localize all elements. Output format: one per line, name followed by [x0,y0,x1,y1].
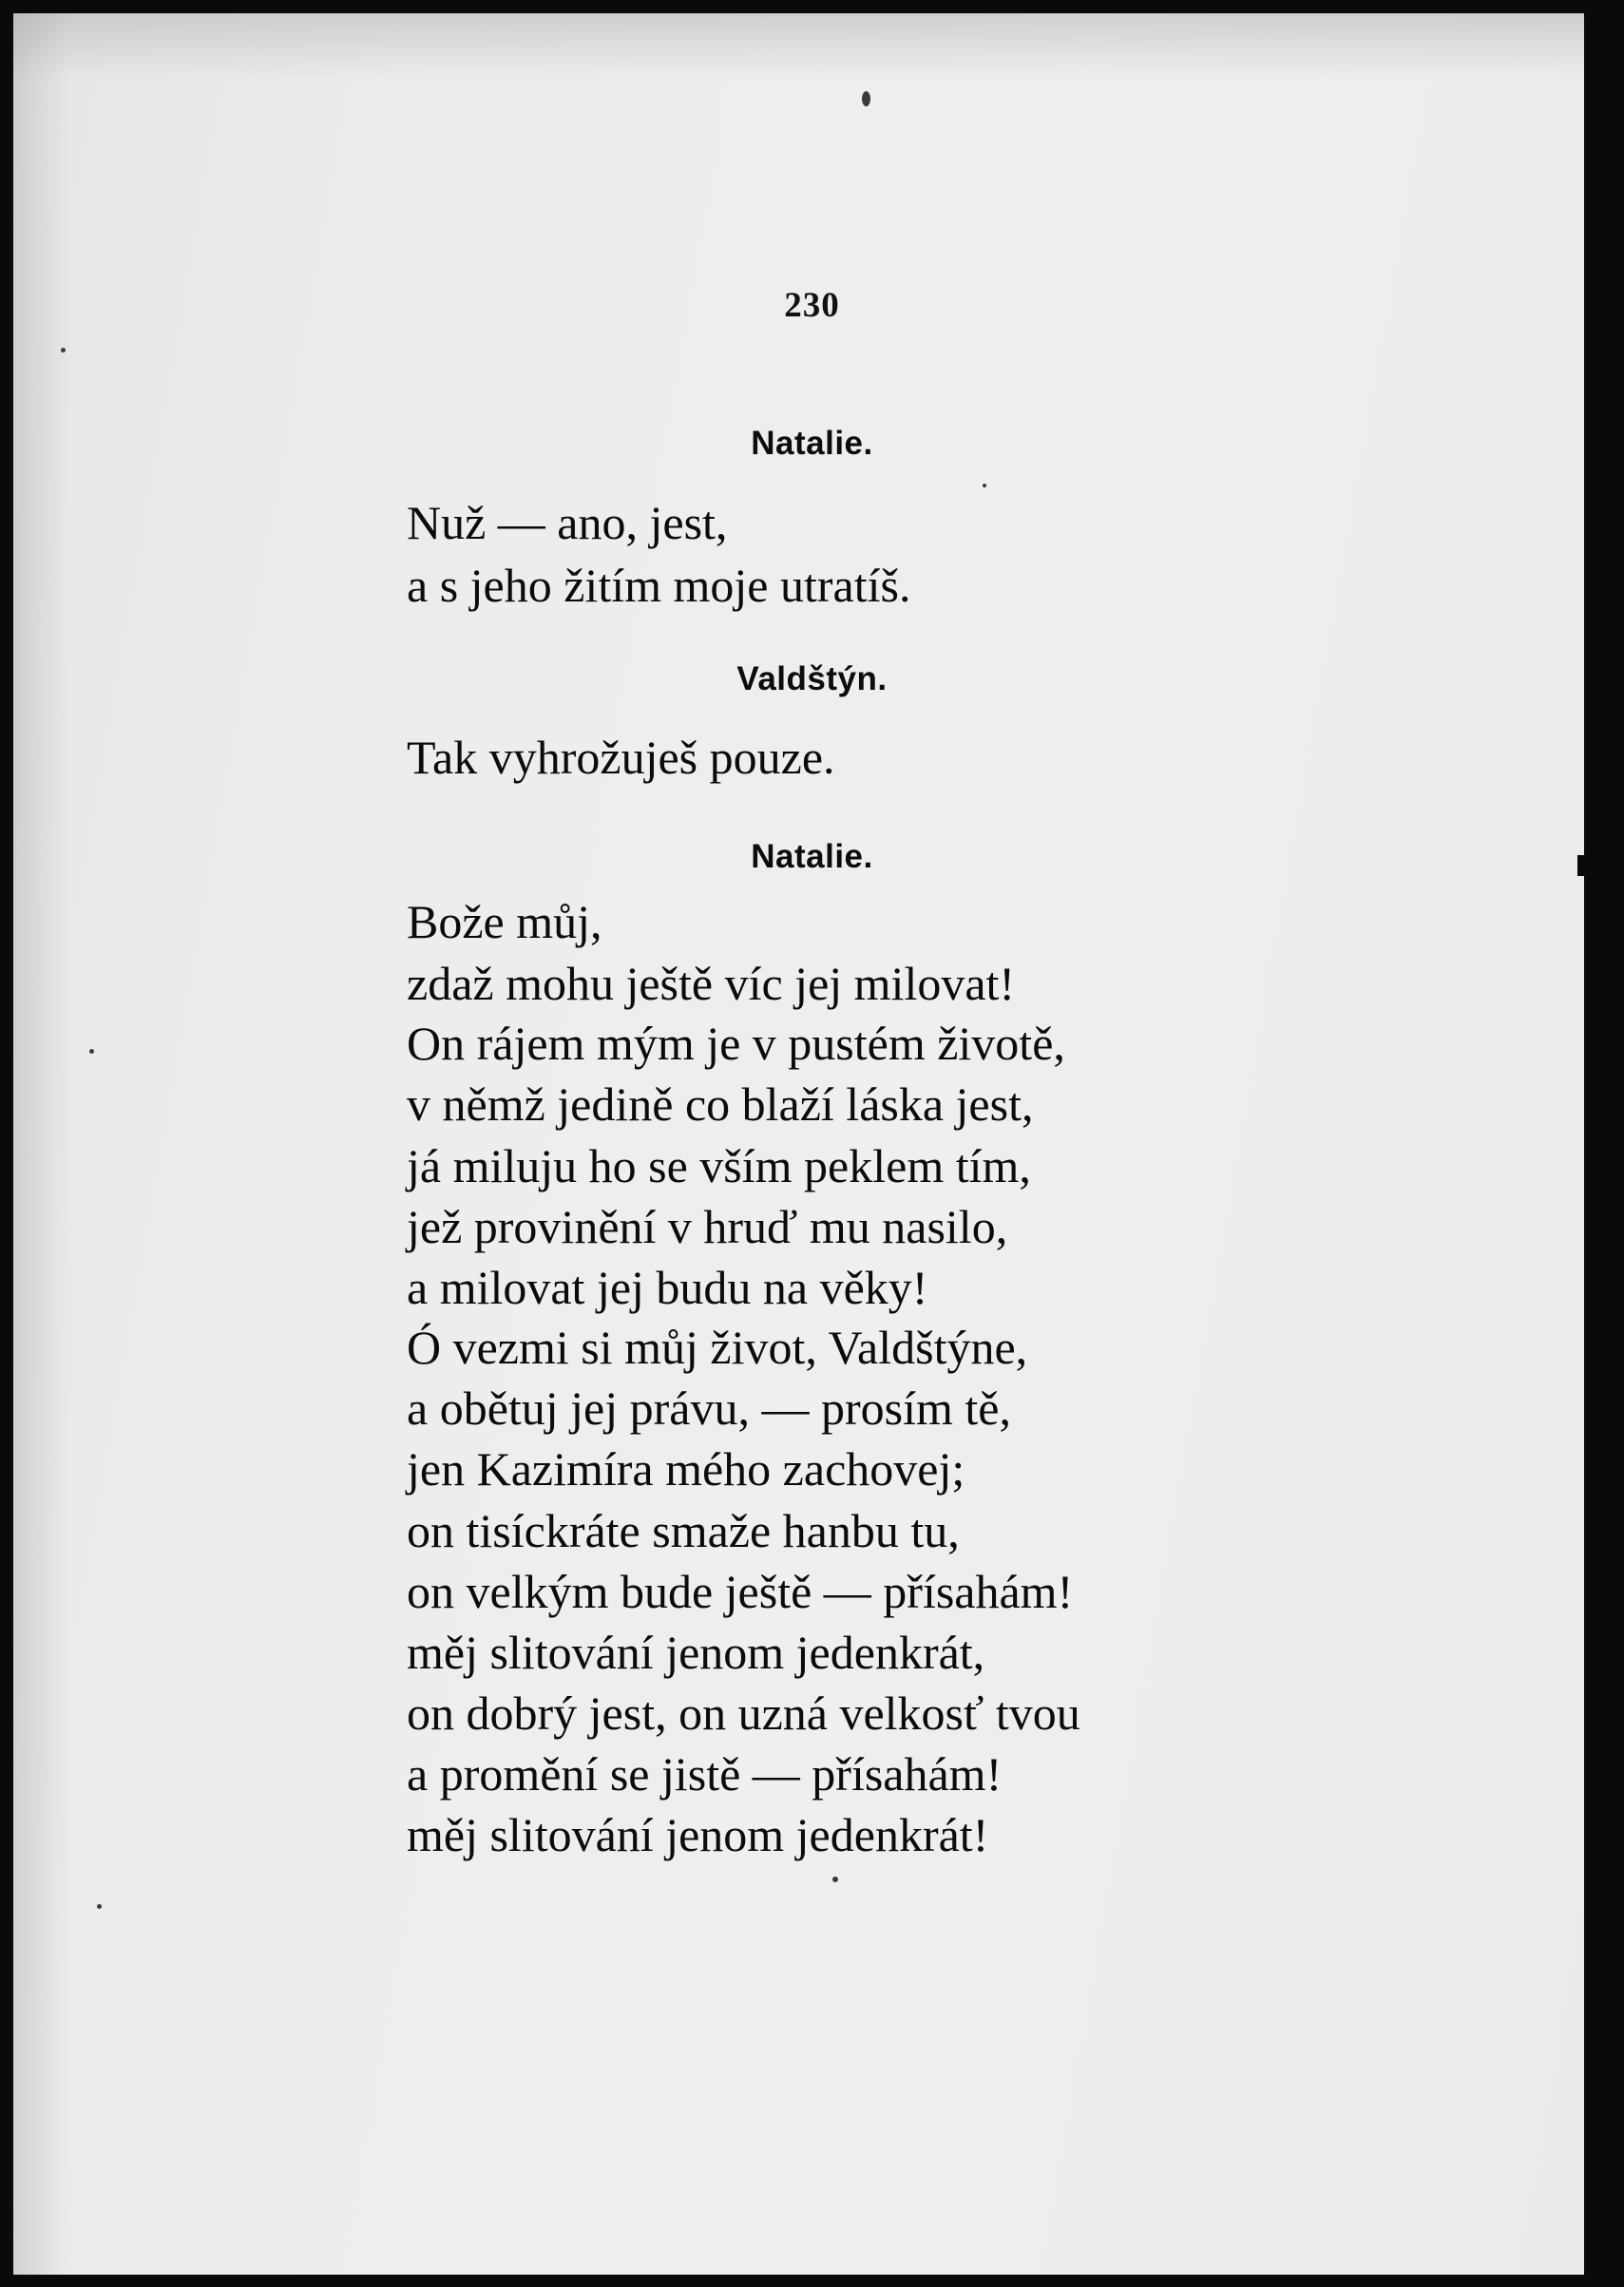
verse-line: měj slitování jenom jedenkrát! [407,1808,989,1861]
dust-speck [832,1877,838,1882]
verse-line: a promění se jistě — přísahám! [407,1747,1003,1801]
verse-line: v němž jedině co blaží láska jest, [407,1077,1034,1131]
verse-line: On rájem mým je v pustém životě, [407,1017,1065,1070]
dust-speck [97,1904,102,1909]
verse-line: a obětuj jej právu, — prosím tě, [407,1382,1011,1435]
verse-line: jen Kazimíra mého zachovej; [407,1442,965,1496]
dust-speck [61,348,66,353]
verse-line: on dobrý jest, on uzná velkosť tvou [407,1687,1080,1740]
dust-speck [983,484,986,487]
verse-line: a milovat jej budu na věky! [407,1261,928,1314]
verse-line: on velkým bude ještě — přísahám! [407,1565,1074,1618]
binding-mark [1604,1653,1612,1729]
verse-line: měj slitování jenom jedenkrát, [407,1626,985,1679]
page-shadow-left [13,13,70,2275]
verse-line: jež provinění v hruď mu nasilo, [407,1200,1008,1253]
dust-speck [862,91,870,106]
speaker-heading: Valdštýn. [736,660,888,697]
dust-speck [89,1049,94,1054]
verse-line: Tak vyhrožuješ pouze. [407,731,835,784]
verse-line: já miluju ho se vším peklem tím, [407,1139,1031,1192]
binding-mark [0,803,11,806]
verse-line: Nuž — ano, jest, [407,496,728,549]
verse-line: Ó vezmi si můj život, Valdštýne, [407,1321,1028,1374]
page-shadow-top [13,13,1584,80]
page-number: 230 [784,286,840,325]
verse-line: zdaž mohu ještě víc jej milovat! [407,957,1016,1010]
verse-line: on tisíckráte smaže hanbu tu, [407,1504,960,1557]
verse-line: Bože můj, [407,895,602,948]
verse-line: a s jeho žitím moje utratíš. [407,559,911,612]
speaker-heading: Natalie. [751,425,873,462]
speaker-heading: Natalie. [751,838,873,875]
